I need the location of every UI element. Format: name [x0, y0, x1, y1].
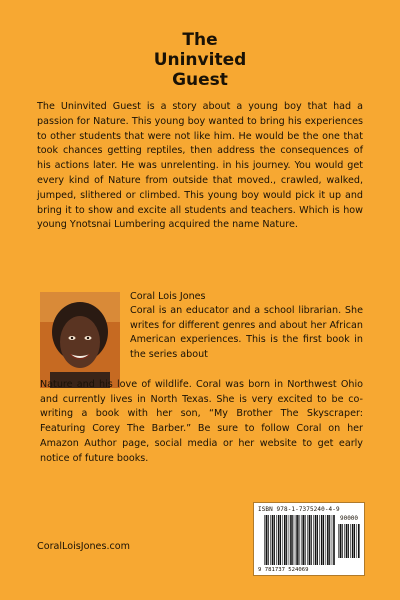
author-bio-top: Coral is an educator and a school librarian. She writes for different genres and about her African American experiences. This is the first book in the series about [130, 305, 363, 361]
author-photo [40, 292, 120, 388]
author-name: Coral Lois Jones [130, 291, 206, 302]
author-website: CoralLoisJones.com [37, 541, 130, 552]
title-line-1: The [182, 30, 218, 50]
barcode-bars [264, 515, 336, 565]
isbn-number: ISBN 978-1-7375240-4-9 [258, 506, 340, 513]
price-addon-number: 90000 [339, 515, 359, 522]
book-title [0, 30, 400, 90]
title-line-3: Guest [172, 70, 228, 90]
addon-barcode-bars [338, 524, 360, 558]
author-bio-bottom: Nature and his love of wildlife. Coral was born in Northwest Ohio and currently lives in North Texas. She is very excited to be co-writing a book with her son, “My Brother The Skyscraper: Featuring Corey The Barber.” Be sure to follow Coral on her Amazon Author page, social media or her website to get early notice of future books. [40, 379, 363, 464]
author-photo-image [40, 292, 120, 388]
book-description: The Uninvited Guest is a story about a young boy that had a passion for Nature. This young boy wanted to bring his experiences to other students that were not like him. He would be the one that took chances getting reptiles, then address the consequences of his actions later. He was unrelenting. in his journey. You would get every kind of Nature from outside that moved., crawled, walked, jumped, slithered or climbed. This young boy would pick it up and bring it to show and excite all students and teachers. Which is how young Ynotsnai Lumbering acquired the name Nature. [37, 101, 363, 231]
isbn-barcode [253, 502, 365, 576]
title-line-2: Uninvited [153, 50, 247, 70]
barcode-digits: 9 781737 524069 [258, 567, 309, 573]
